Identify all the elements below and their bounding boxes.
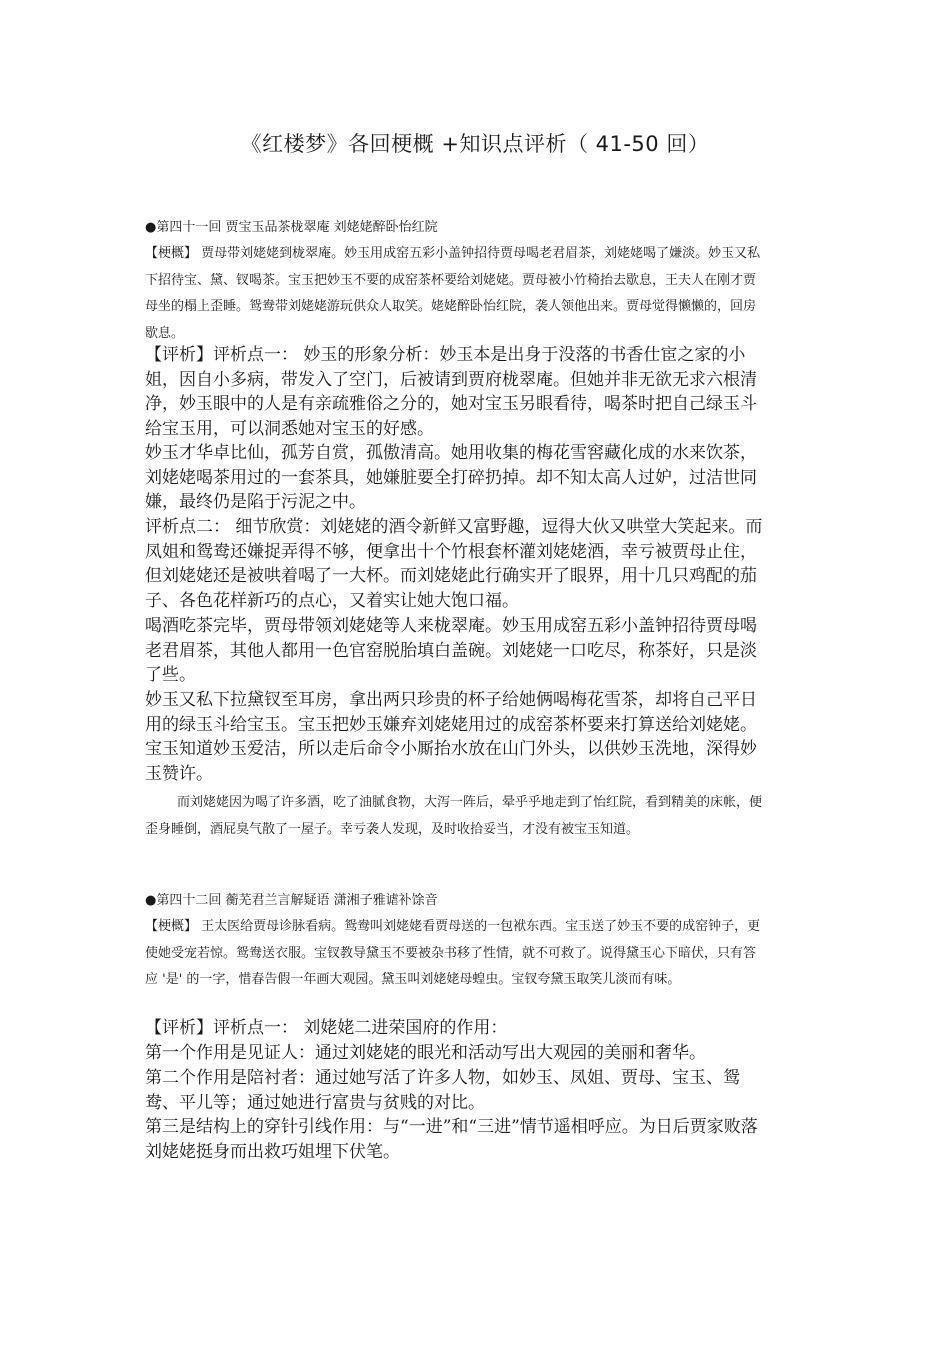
chapter-41-analysis-point-2-tea: 喝酒吃茶完毕，贾母带领刘姥姥等人来栊翠庵。妙玉用成窑五彩小盖钟招待贾母喝老君眉茶，其他人都用一色官窑脱胎填白盖碗。刘姥姥一口吃尽，称茶好，只是淡了些。 — [145, 616, 757, 685]
chapter-41-analysis-point-1-continued: 妙玉才华卓比仙，孤芳自赏，孤傲清高。她用收集的梅花雪窖藏化成的水来饮茶，刘姥姥喝茶用过的一套茶具，她嫌脏要全打碎扔掉。却不知太高人过妒，过洁世同嫌，最终仍是陷于污泥之中。 — [145, 443, 757, 512]
chapter-42-analysis-point-1: 【评析】评析点一： 刘姥姥二进荣国府的作用： — [145, 1018, 508, 1038]
chapter-41-analysis-point-1: 【评析】评析点一： 妙玉的形象分析：妙玉本是出身于没落的书香仕宦之家的小姐，因自小多病，带发入了空门，后被请到贾府栊翠庵。但她并非无欲无求六根清净，妙玉眼中的人是有亲疏雅俗之分的，她对宝玉另眼看待，喝茶时把自己绿玉斗给宝玉用，可以洞悉她对宝玉的好感。 — [145, 345, 757, 439]
chapter-42-role-structure: 第三是结构上的穿针引线作用：与“一进”和“三进”情节遥相呼应。为日后贾家败落刘姥姥挺身而出救巧姐埋下伏笔。 — [145, 1117, 758, 1162]
chapter-42-role-foil: 第二个作用是陪衬者：通过她写活了许多人物，如妙玉、凤姐、贾母、宝玉、鸳鸯、平儿等；通过她进行富贵与贫贱的对比。 — [145, 1068, 740, 1113]
chapter-41-analysis-point-2: 评析点二： 细节欣赏：刘姥姥的酒令新鲜又富野趣，逗得大伙又哄堂大笑起来。而凤姐和鸳鸯还嫌捉弄得不够，便拿出十个竹根套杯灌刘姥姥酒，幸亏被贾母止住，但刘姥姥还是被哄着喝了一大杯。而刘姥姥此行确实开了眼界，用十几只鸡配的茄子、各色花样新巧的点心，又着实让她大饱口福。 — [145, 517, 763, 611]
chapter-41-heading: ●第四十一回 贾宝玉品茶栊翠庵 刘姥姥醉卧怡红院 — [145, 220, 438, 235]
chapter-42-summary: 【梗概】 王太医给贾母诊脉看病。鸳鸯叫刘姥姥看贾母送的一包袱东西。宝玉送了妙玉不要的成窑钟子，更使她受宠若惊。鸳鸯送衣服。宝钗教导黛玉不要被杂书移了性情，就不可救了。说得黛玉心下暗伏，只有答应 '是' 的一字，惜春告假一年画大观园。黛玉叫刘姥姥母蝗虫。宝钗夸黛玉取笑儿淡而有味。 — [145, 919, 761, 987]
chapter-42-role-witness: 第一个作用是见证人：通过刘姥姥的眼光和活动写出大观园的美丽和奢华。 — [145, 1043, 706, 1063]
chapter-41-closing: 而刘姥姥因为喝了许多酒，吃了油腻食物，大泻一阵后，晕乎乎地走到了怡红院，看到精美的床帐，便歪身睡倒，酒屁臭气散了一屋子。幸亏袭人发现，及时收拾妥当，才没有被宝玉知道。 — [145, 795, 763, 837]
chapter-41-summary: 【梗概】 贾母带刘姥姥到栊翠庵。妙玉用成窑五彩小盖钟招待贾母喝老君眉茶，刘姥姥喝了嫌淡。妙玉又私下招待宝、黛、钗喝茶。宝玉把妙玉不要的成窑茶杯要给刘姥姥。贾母被小竹椅抬去歇息，王夫人在刚才贾母坐的榻上歪睡。鸳鸯带刘姥姥游玩供众人取笑。姥姥醉卧怡红院，袭人领他出来。贾母觉得懒懒的，回房歇息。 — [145, 246, 761, 341]
page-title: 《红楼梦》各回梗概 +知识点评析（ 41-50 回） — [240, 132, 710, 156]
chapter-42-heading: ●第四十二回 蘅芜君兰言解疑语 潇湘子雅谑补馀音 — [145, 893, 438, 908]
chapter-41-analysis-point-2-cups: 妙玉又私下拉黛钗至耳房，拿出两只珍贵的杯子给她俩喝梅花雪茶，却将自己平日用的绿玉斗给宝玉。宝玉把妙玉嫌弃刘姥姥用过的成窑茶杯要来打算送给刘姥姥。宝玉知道妙玉爱洁，所以走后命令小厮抬水放在山门外头，以供妙玉洗地，深得妙玉赞许。 — [145, 690, 757, 784]
